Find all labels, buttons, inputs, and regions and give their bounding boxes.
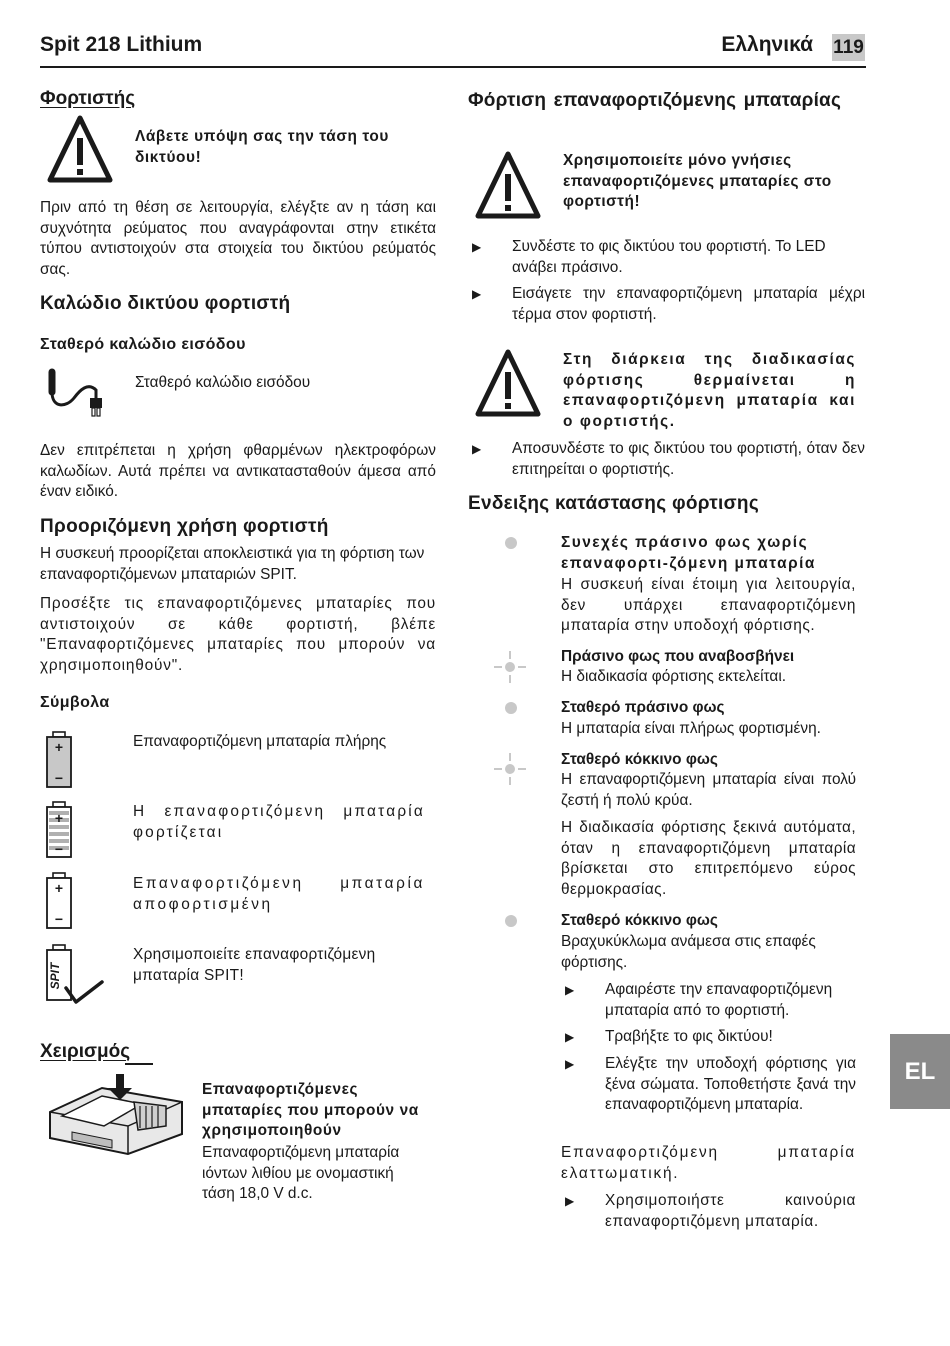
section-heading-charging xyxy=(468,89,866,112)
charging-step-3: Αποσυνδέστε το φις δικτύου του φορτιστή, όταν δεν επιτηρείται ο φορτιστής. xyxy=(512,440,865,478)
symbol-label-spit: Χρησιμοποιείτε επαναφορτιζόμενη μπαταρία SPIT! xyxy=(133,946,376,984)
section-heading-status: Ενδειξης κατάστασης φόρτισης xyxy=(468,493,760,514)
charging-warning: Χρησιμοποιείτε μόνο γνήσιες επαναφορτιζόμενες μπαταρίες στο φορτιστή! xyxy=(563,152,832,211)
status-5-title: Σταθερό κόκκινο φως xyxy=(561,912,718,929)
charger-warning: Λάβετε υπόψη σας την τάση του δικτύου! xyxy=(135,128,389,166)
section-heading-intended-use: Προοριζόμενη χρήση φορτιστή xyxy=(40,516,329,537)
led-steady-icon xyxy=(505,537,517,549)
bullet-arrow-icon: ▶ xyxy=(565,1194,575,1208)
warning-triangle-icon xyxy=(474,150,542,224)
fixed-cable-label: Σταθερό καλώδιο εισόδου xyxy=(135,374,311,391)
battery-empty-icon xyxy=(44,872,74,930)
charger-with-battery-illustration xyxy=(42,1072,192,1156)
battery-minus-sign: − xyxy=(54,841,64,857)
defective-battery-text: Επαναφορτιζόμενη μπαταρία ελαττωματική. xyxy=(561,1144,856,1182)
battery-spit-check-icon xyxy=(44,944,106,1010)
bullet-arrow-icon: ▶ xyxy=(472,287,482,301)
status-5-step-3: Ελέγξτε την υποδοχή φόρτισης για ξένα σώματα. Τοποθετήστε ξανά την επαναφορτιζόμενη μπαταρία. xyxy=(605,1055,856,1114)
status-3-text: Η μπαταρία είναι πλήρως φορτισμένη. xyxy=(561,720,821,737)
status-4-title: Σταθερό κόκκινο φως xyxy=(561,751,718,768)
language-side-tab: EL xyxy=(890,1034,950,1109)
usable-batteries-title-text: Επαναφορτιζόμενες μπαταρίες που μπορούν να χρησιμοποιηθούν xyxy=(202,1081,419,1140)
intended-use-p2: Προσέξτε τις επαναφορτιζόμενες μπαταρίες που αντιστοιχούν σε κάθε φορτιστή, βλέπε "Επαναφορτιζόμενες μπαταρίες που μπορούν να χρησιμοποιηθούν". xyxy=(40,595,436,674)
heading-underline-extension xyxy=(125,1063,153,1065)
section-heading-operation: Χειρισμός xyxy=(40,1041,131,1062)
charging-step-1: Συνδέστε το φις δικτύου του φορτιστή. Το LED ανάβει πράσινο. xyxy=(512,238,826,276)
charging-step-2: Εισάγετε την επαναφορτιζόμενη μπαταρία μέχρι τέρμα στον φορτιστή. xyxy=(512,285,865,323)
led-blinking-icon xyxy=(493,752,527,786)
bullet-arrow-icon: ▶ xyxy=(565,983,575,997)
symbol-label-charging: Η επαναφορτιζόμενη μπαταρία φορτίζεται xyxy=(133,803,425,841)
charging-heat-warning: Στη διάρκεια της διαδικασίας φόρτισης θερμαίνεται η επαναφορτιζόμενη μπαταρία και ο φορτιστής. xyxy=(563,351,856,430)
usable-batteries-title xyxy=(202,1080,428,1142)
bullet-arrow-icon: ▶ xyxy=(565,1057,575,1071)
battery-minus-sign: − xyxy=(54,911,64,927)
led-steady-icon xyxy=(505,915,517,927)
bullet-arrow-icon: ▶ xyxy=(472,240,482,254)
language-label: Ελληνικά xyxy=(721,33,813,56)
status-2-title: Πράσινο φως που αναβοσβήνει xyxy=(561,648,795,665)
symbol-label-empty: Επαναφορτιζόμενη μπαταρία αποφορτισμένη xyxy=(133,875,425,913)
status-5-step-1: Αφαιρέστε την επαναφορτιζόμενη μπαταρία από το φορτιστή. xyxy=(605,981,833,1019)
bullet-arrow-icon: ▶ xyxy=(565,1030,575,1044)
battery-plus-sign: + xyxy=(54,880,64,896)
battery-full-icon xyxy=(44,731,74,789)
status-5-step-2: Τραβήξτε το φις δικτύου! xyxy=(605,1028,773,1045)
status-1-title: Συνεχές πράσινο φως χωρίς επαναφορτι-ζόμενη μπαταρία xyxy=(561,534,816,572)
status-2-text: Η διαδικασία φόρτισης εκτελείται. xyxy=(561,668,787,685)
charger-text: Πριν από τη θέση σε λειτουργία, ελέγξτε αν η τάση και συχνότητα ρεύματος που αναγράφονται στην ετικέτα τύπου αντιστοιχούν στα στοιχεία του δικτύου ρεύματός σας. xyxy=(40,199,436,278)
status-4-text-2: Η διαδικασία φόρτισης ξεκινά αυτόματα, όταν η επαναφορτιζόμενη μπαταρία βρίσκεται στο επιτρεπόμενο εύρος θερμοκρασίας. xyxy=(561,819,856,898)
symbol-label-full: Επαναφορτιζόμενη μπαταρία πλήρης xyxy=(133,733,387,750)
warning-triangle-icon xyxy=(474,348,542,422)
subheading-fixed-cable: Σταθερό καλώδιο εισόδου xyxy=(40,336,246,353)
cable-text: Δεν επιτρέπεται η χρήση φθαρμένων ηλεκτροφόρων καλωδίων. Αυτά πρέπει να αντικατασταθούν άμεσα από έναν ειδικό. xyxy=(40,442,436,501)
battery-plus-sign: + xyxy=(54,810,64,826)
charging-heading-text: Φόρτιση επαναφορτιζόμενης μπαταρίας xyxy=(468,90,842,111)
subheading-symbols: Σύμβολα xyxy=(40,694,110,711)
battery-plus-sign: + xyxy=(54,739,64,755)
page-number: 119 xyxy=(832,34,865,61)
defective-battery-step: Χρησιμοποιήστε καινούρια επαναφορτιζόμενη μπαταρία. xyxy=(605,1192,856,1230)
bullet-arrow-icon: ▶ xyxy=(472,442,482,456)
battery-charging-icon xyxy=(44,801,74,859)
power-cable-icon xyxy=(44,368,108,418)
warning-triangle-icon xyxy=(46,114,114,188)
status-5-text: Βραχυκύκλωμα ανάμεσα στις επαφές φόρτισης. xyxy=(561,933,816,971)
spit-logo: SPIT xyxy=(48,962,62,990)
led-steady-icon xyxy=(505,702,517,714)
led-blinking-icon xyxy=(493,650,527,684)
section-heading-cable: Καλώδιο δικτύου φορτιστή xyxy=(40,293,291,314)
header-rule xyxy=(40,66,866,68)
status-1-text: Η συσκευή είναι έτοιμη για λειτουργία, δεν υπάρχει επαναφορτιζόμενη μπαταρία στην υποδοχή φόρτισης. xyxy=(561,576,856,635)
document-title: Spit 218 Lithium xyxy=(40,33,203,56)
battery-minus-sign: − xyxy=(54,770,64,786)
status-4-text: Η επαναφορτιζόμενη μπαταρία είναι πολύ ζεστή ή πολύ κρύα. xyxy=(561,771,856,809)
status-3-title: Σταθερό πράσινο φως xyxy=(561,699,725,716)
usable-batteries-text: Επαναφορτιζόμενη μπαταρία ιόντων λιθίου με ονομαστική τάση 18,0 V d.c. xyxy=(202,1144,400,1203)
intended-use-p1: Η συσκευή προορίζεται αποκλειστικά για τη φόρτιση των επαναφορτιζόμενων μπαταριών SPIT. xyxy=(40,545,425,583)
section-heading-charger: Φορτιστής xyxy=(40,88,136,109)
